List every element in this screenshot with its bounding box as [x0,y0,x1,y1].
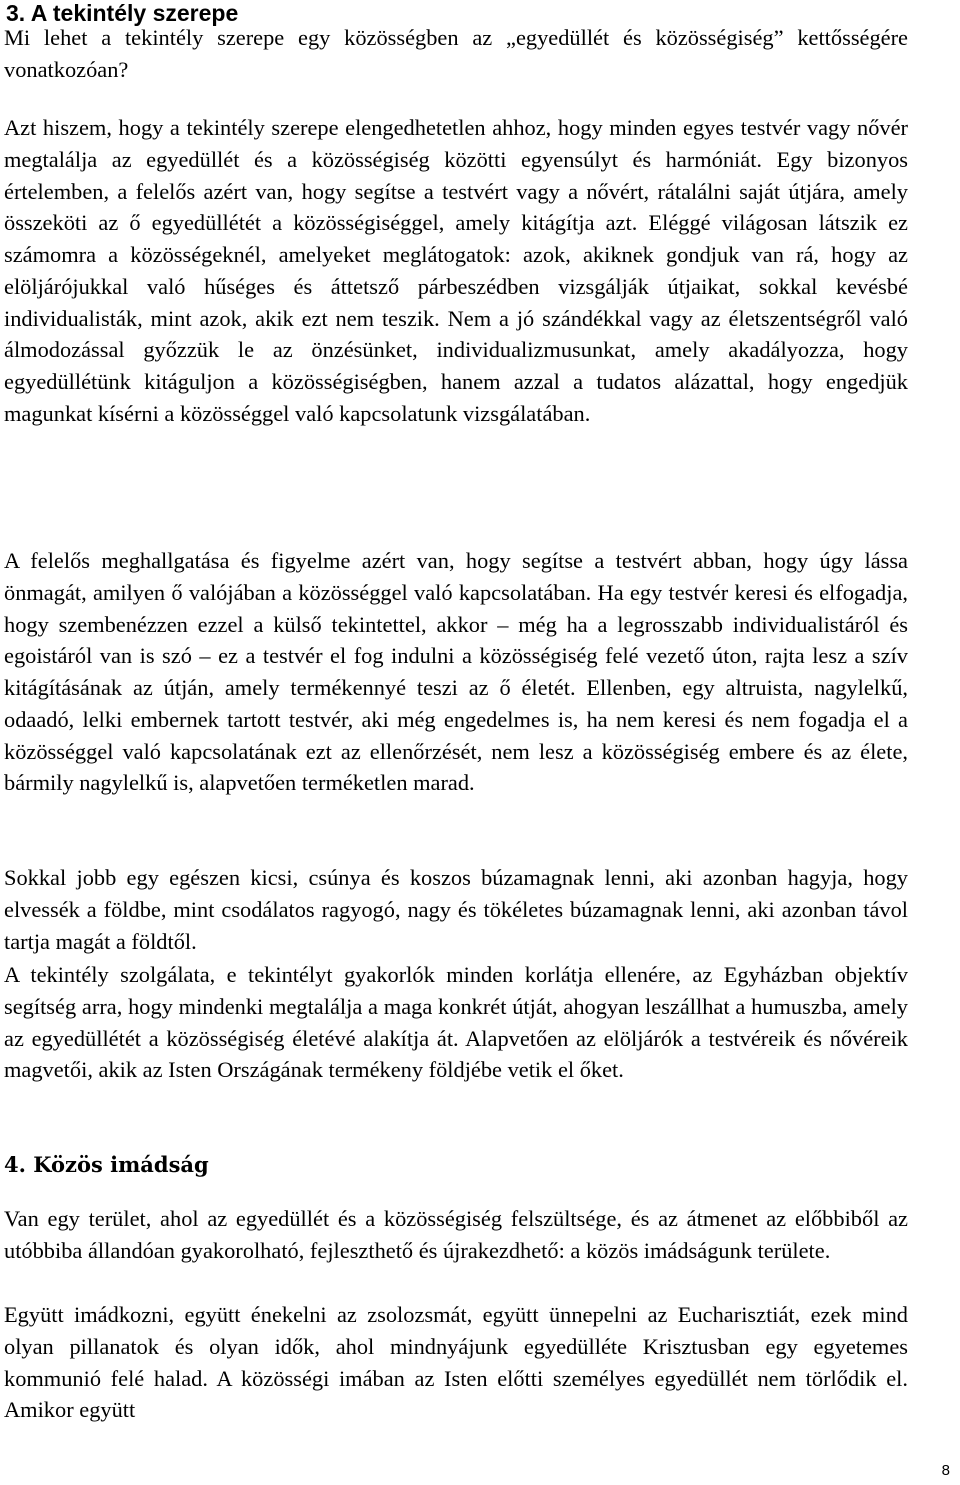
page-number: 8 [941,1462,950,1479]
section-3-paragraph-4: A tekintély szolgálata, e tekintélyt gyakorlók minden korlátja ellenére, az Egyházban objektív segítség arra, hogy mindenki megtalálja a maga konkrét útját, ahogyan leszállhat a humuszba, amely az egyedüllétét a közösségiség életévé alakítja át. Alapvetően az elöljárók a testvéreik és nővéreik magvetői, akik az Isten Országának termékeny földjébe vetik el őket. [4,962,908,1083]
section-4-heading: 4. Közös imádság [4,1152,209,1177]
section-3-paragraph-3: Sokkal jobb egy egészen kicsi, csúnya és koszos búzamagnak lenni, aki azonban hagyja, hogy elvessék a földbe, mint csodálatos ragyogó, nagy és tökéletes búzamagnak lenni, aki azonban távol tartja magát a földtől. [4,865,908,954]
section-4-paragraph-1: Van egy terület, ahol az egyedüllét és a közösségiség felszültsége, és az átmenet az előbbiből az utóbbiba állandóan gyakorolható, fejleszthető és újrakezdhető: a közös imádságunk területe. [4,1206,908,1263]
section-3-paragraph-1: Azt hiszem, hogy a tekintély szerepe elengedhetetlen ahhoz, hogy minden egyes testvér vagy nővér megtalálja az egyedüllét és a közösségiség közötti egyensúlyt és harmóniát. Egy bizonyos értelemben, a felelős azért van, hogy segítse a testvért vagy a nővért, rátalálni saját útjára, amely összeköti az ő egyedüllétét a közösségiséggel, amely kitágítja azt. Eléggé világosan látszik ez számomra a közösségeknél, amelyeket meglátogatok: azok, akiknek gondjuk van rá, hogy az elöljárójukkal való hűséges és áttetsző párbeszédben vizsgálják útjaikat, sokkal kevésbé individualisták, mint azok, akik ezt nem teszik. Nem a jó szándékkal vagy az életszentségről való álmodozással győzzük le az önzésünket, individualizmusunkat, amely akadályozza, hogy egyedüllétünk kitáguljon a közösségiségben, hanem azzal a tudatos alázattal, hogy engedjük magunkat kísérni a közösséggel való kapcsolatunk vizsgálatában. [4,115,908,426]
section-3-question: Mi lehet a tekintély szerepe egy közösségben az „egyedüllét és közösségiség” kettősségére vonatkozóan? [4,25,908,82]
section-4-paragraph-2: Együtt imádkozni, együtt énekelni az zsolozsmát, együtt ünnepelni az Eucharisztiát, ezek mind olyan pillanatok és olyan idők, ahol mindnyájunk egyedülléte Krisztusban egy egyetemes kommunió felé halad. A közösségi imában az Isten előtti személyes egyedüllét nem törlődik el. Amikor együtt [4,1302,908,1423]
section-3-paragraph-2: A felelős meghallgatása és figyelme azért van, hogy segítse a testvért abban, hogy úgy lássa önmagát, amilyen ő valójában a közösséggel való kapcsolatában. Ha egy testvér keresi és elfogadja, hogy szembenézzen ezzel a külső tekintettel, akkor – még ha a legrosszabb individualistáról és egoistáról van is szó – ez a testvér el fog indulni a közösségiség felé vezető úton, rajta lesz a szív kitágításának az útján, amely termékennyé teszi az ő életét. Ellenben, egy altruista, nagylelkű, odaadó, lelki embernek tartott testvér, aki még engedelmes is, ha nem keresi és nem fogadja el a közösséggel való kapcsolatának ezt az ellenőrzését, nem lesz a közösségiség embere és az élete, bármily nagylelkű is, alapvetően terméketlen marad. [4,548,908,796]
section-3-heading: 3. A tekintély szerepe [6,0,239,26]
